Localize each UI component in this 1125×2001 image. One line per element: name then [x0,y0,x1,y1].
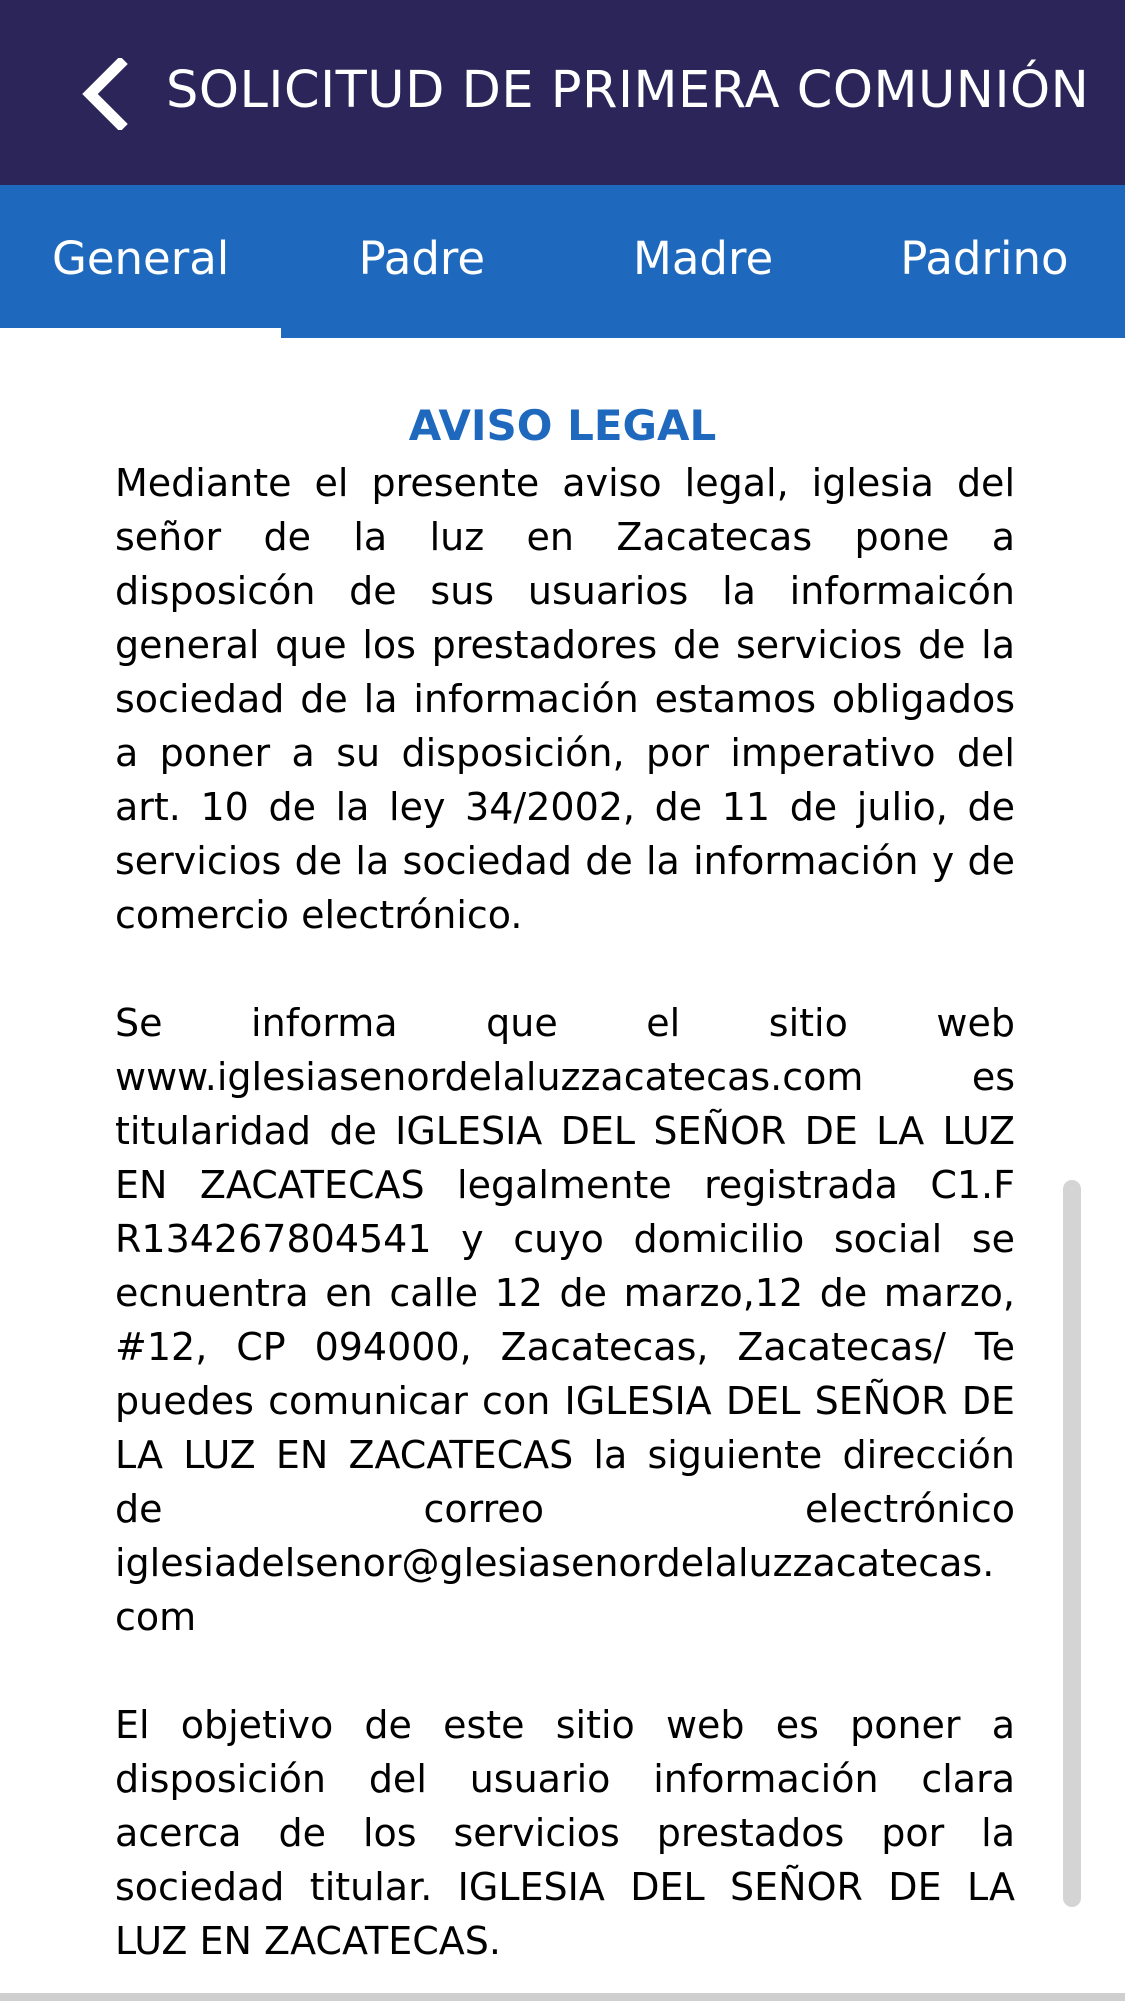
page-title: SOLICITUD DE PRIMERA COMUNIÓN [166,61,1090,120]
app-header [0,0,1125,185]
legal-notice-body [115,456,1015,1993]
tab-label: Madre [633,232,774,285]
paragraph: Mediante el presente aviso legal, iglesia del señor de la luz en Zacatecas pone a disposicón de sus usuarios la informaicón general que los prestadores de servicios de la sociedad de la información estamos obligados a poner a su disposición, por imperativo del art. 10 de la ley 34/2002, de 11 de julio, de servicios de la sociedad de la información y de comercio electrónico. [115,461,1015,937]
tab-padrino[interactable] [844,185,1125,338]
paragraph: Se informa que el sitio web www.iglesiasenordelaluzzacatecas.com es titularidad de IGLESIA DEL SEÑOR DE LA LUZ EN ZACATECAS legalmente registrada C1.F R134267804541 y cuyo domicilio social se ecnuentra en calle 12 de marzo,12 de marzo, #12, CP 094000, Zacatecas, Zacatecas/ Te puedes comunicar con IGLESIA DEL SEÑOR DE LA LUZ EN ZACATECAS la siguiente dirección de correo electrónico iglesiadelsenor@glesiasenordelaluzzacatecas.com [115,1001,1015,1639]
back-button[interactable] [76,58,136,130]
section-heading: AVISO LEGAL [408,401,717,450]
tab-padre[interactable] [281,185,562,338]
tab-bar [0,185,1125,338]
tab-label: Padrino [900,232,1069,285]
tab-general[interactable] [0,185,281,338]
tab-label: Padre [358,232,486,285]
chevron-left-icon [76,58,136,130]
tab-madre[interactable] [563,185,844,338]
paragraph: El objetivo de este sitio web es poner a disposición del usuario información clara acerca de los servicios prestados por la sociedad titular. IGLESIA DEL SEÑOR DE LA LUZ EN ZACATECAS. [115,1703,1015,1963]
bottom-divider [0,1993,1125,2001]
active-tab-indicator [0,328,281,338]
legal-notice-content[interactable] [0,338,1125,1993]
tab-label: General [51,232,230,285]
scrollbar[interactable] [1063,1180,1081,1907]
